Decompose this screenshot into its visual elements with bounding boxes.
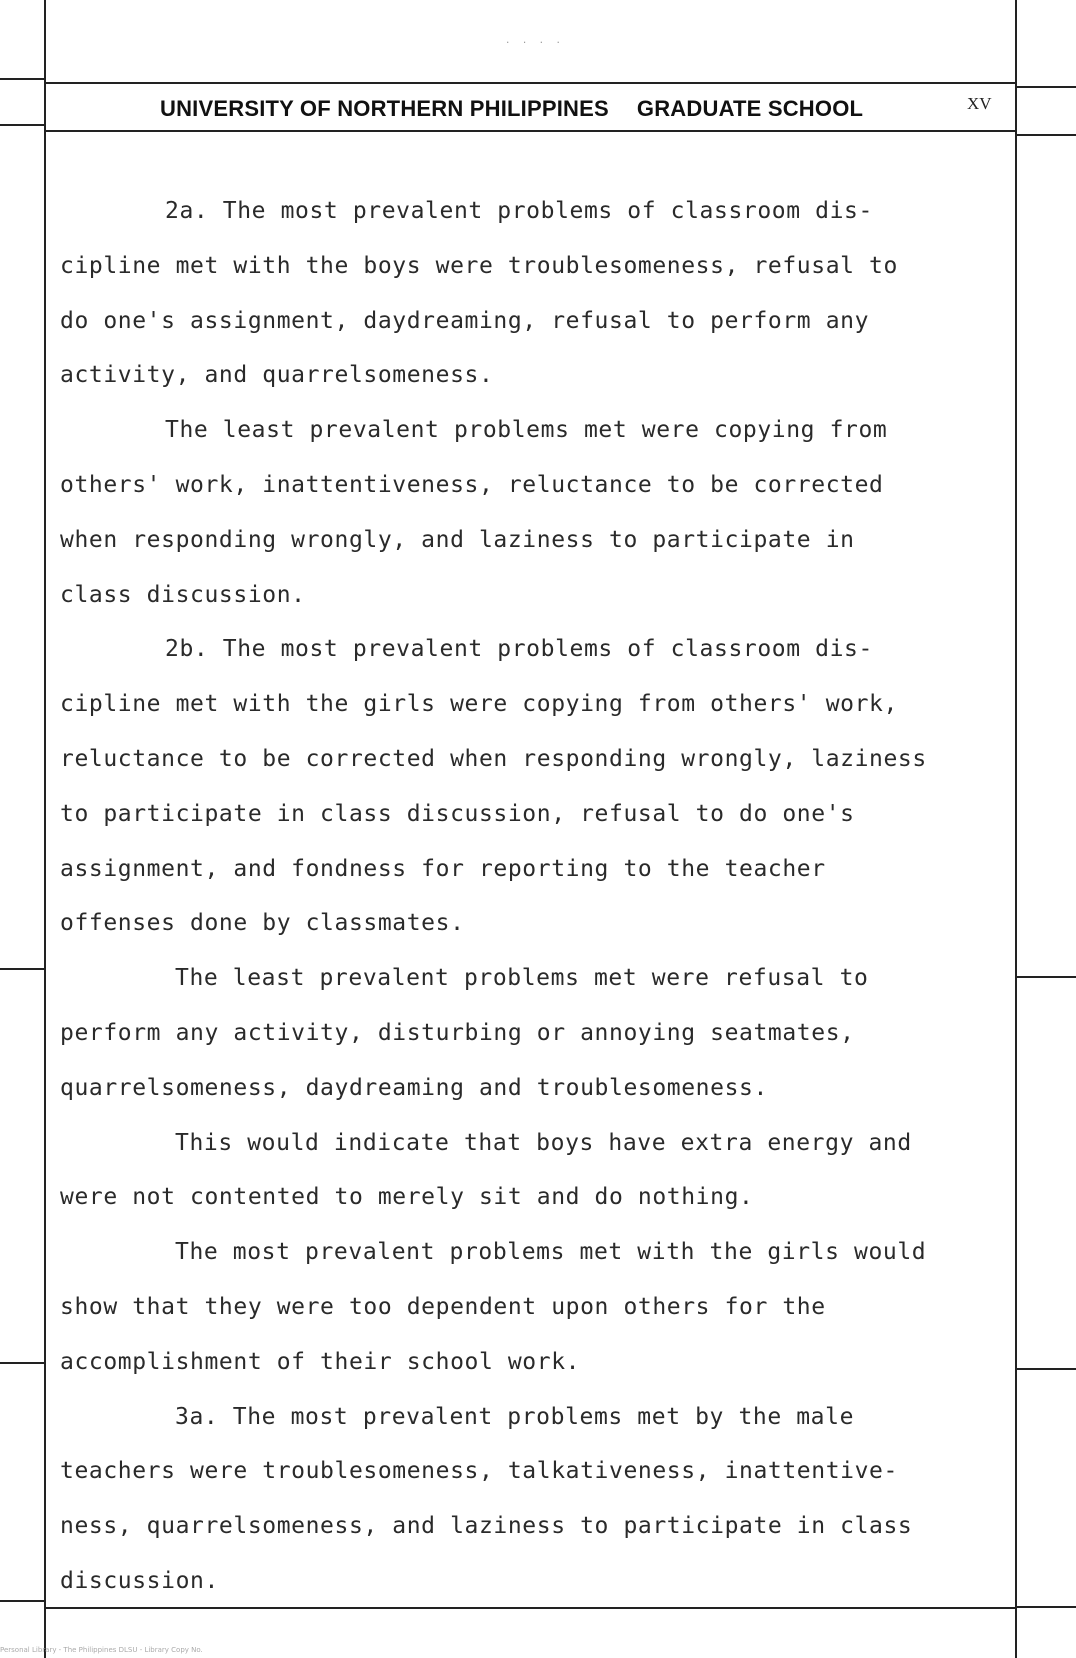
page-header (160, 96, 920, 122)
text-line: do one's assignment, daydreaming, refusal to perform any (60, 307, 870, 334)
right-tick-mark (1017, 86, 1076, 88)
text-line: were not contented to merely sit and do nothing. (60, 1184, 754, 1211)
text-line: 3a. The most prevalent problems met by the male (175, 1403, 855, 1430)
text-line: when responding wrongly, and laziness to participate in (60, 526, 855, 553)
page-number: XV (967, 94, 992, 113)
text-line: others' work, inattentiveness, reluctance to be corrected (60, 471, 884, 498)
text-line: teachers were troublesomeness, talkativeness, inattentive- (60, 1458, 898, 1485)
text-line: perform any activity, disturbing or annoying seatmates, (60, 1019, 855, 1046)
text-line: class discussion. (60, 581, 306, 608)
text-line: offenses done by classmates. (60, 910, 465, 937)
text-line: assignment, and fondness for reporting to the teacher (60, 855, 826, 882)
left-tick-mark (0, 78, 44, 80)
right-tick-mark (1017, 1368, 1076, 1370)
top-scan-marks: . . . . (505, 36, 564, 46)
text-line: The least prevalent problems met were copying from (165, 417, 888, 444)
left-tick-mark (0, 968, 44, 970)
text-line: The least prevalent problems met were refusal to (175, 965, 869, 992)
text-line: to participate in class discussion, refusal to do one's (60, 800, 855, 827)
scan-footer-note: Personal Library - The Philippines DLSU - Library Copy No. (0, 1646, 203, 1654)
right-tick-mark (1017, 1606, 1076, 1608)
school-name: GRADUATE SCHOOL (636, 96, 864, 121)
left-tick-mark (0, 1362, 44, 1364)
header-bottom-rule (44, 130, 1015, 132)
text-line: accomplishment of their school work. (60, 1348, 581, 1375)
text-line: This would indicate that boys have extra energy and (175, 1129, 912, 1156)
text-line: reluctance to be corrected when responding wrongly, laziness (60, 745, 927, 772)
text-line: quarrelsomeness, daydreaming and troublesomeness. (60, 1074, 768, 1101)
text-line: show that they were too dependent upon others for the (60, 1293, 826, 1320)
text-line: cipline met with the girls were copying from others' work, (60, 691, 898, 718)
text-line: discussion. (60, 1567, 219, 1594)
text-line: ness, quarrelsomeness, and laziness to participate in class (60, 1513, 913, 1540)
right-tick-mark (1017, 976, 1076, 978)
right-tick-mark (1017, 134, 1076, 136)
university-name: UNIVERSITY OF NORTHERN PHILIPPINES (160, 96, 609, 121)
left-margin-line (44, 0, 46, 1658)
text-line: 2b. The most prevalent problems of classroom dis- (165, 636, 873, 663)
text-line: activity, and quarrelsomeness. (60, 362, 494, 389)
body-text (60, 184, 1025, 1609)
left-tick-mark (0, 1600, 44, 1602)
text-line: 2a. The most prevalent problems of classroom dis- (165, 198, 873, 224)
text-line: cipline met with the boys were troublesomeness, refusal to (60, 252, 898, 279)
left-tick-mark (0, 124, 44, 126)
header-top-rule (44, 82, 1015, 84)
text-line: The most prevalent problems met with the girls would (175, 1239, 927, 1266)
